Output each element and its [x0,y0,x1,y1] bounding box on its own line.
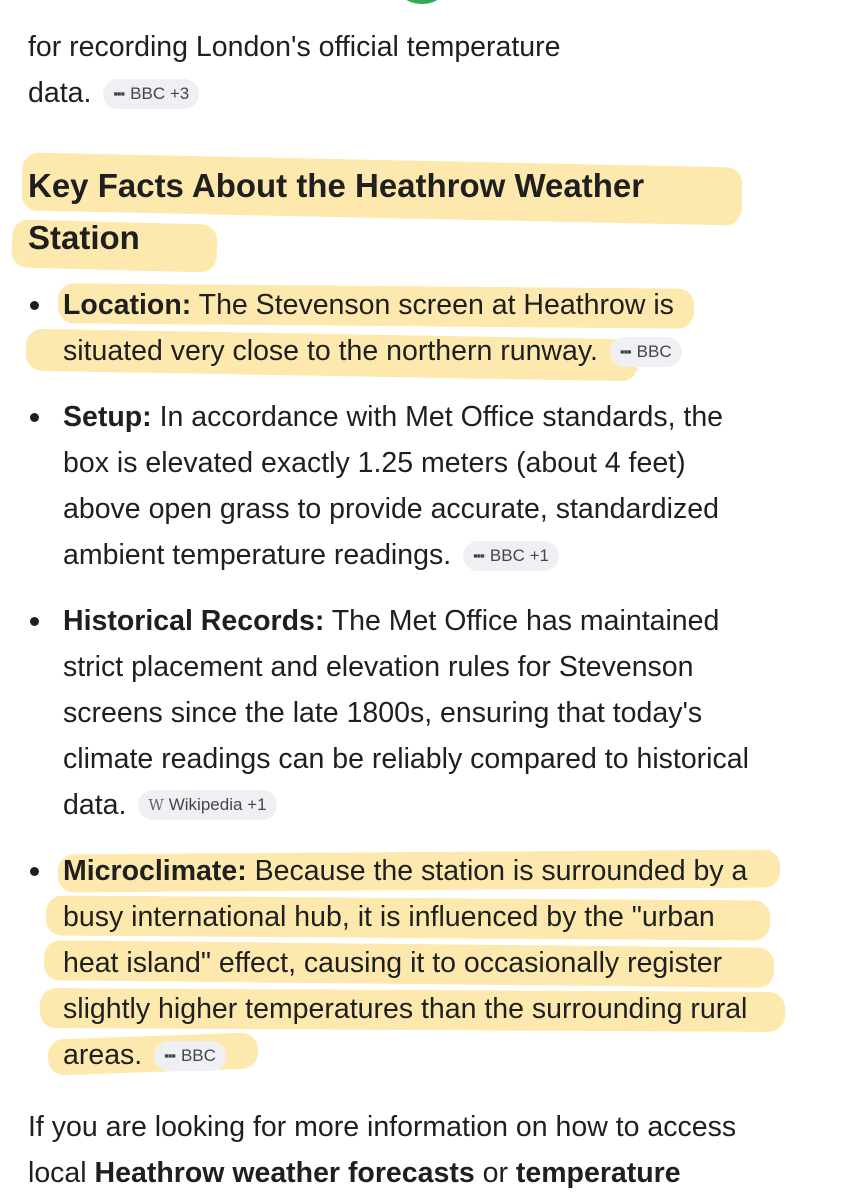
source-chip-label: BBC [180,1046,216,1065]
source-chip-label: BBC +1 [489,546,549,565]
bullet-term: Historical Records: [63,605,325,637]
bullet-line: The Stevenson screen at Heathrow is [198,289,674,321]
bullet-line: busy international hub, it is influenced by the "urban [63,901,715,933]
source-chip-label: BBC +3 [130,84,190,103]
bullet-line: screens since the late 1800s, ensuring that today's [63,697,703,729]
list-item-setup [63,394,723,578]
source-chip-bbc[interactable] [463,541,559,571]
intro-line-2 [28,70,560,116]
source-chip-bbc[interactable] [154,1041,226,1071]
outro-bold-term: Heathrow weather forecasts [94,1157,475,1189]
bullet-line: climate readings can be reliably compared to historical [63,743,749,775]
source-chip-label: BBC [636,342,672,361]
bullet-line: The Met Office has maintained [331,605,720,637]
bullet-term: Setup: [63,401,152,433]
bbc-icon: ▪▪▪ [113,86,125,101]
bullet-line: In accordance with Met Office standards, the [159,401,724,433]
bbc-icon: ▪▪▪ [164,1048,175,1063]
bbc-icon: ▪▪▪ [473,548,484,563]
bullet-marker [30,301,39,310]
top-status-dot [402,0,442,4]
bullet-line: strict placement and elevation rules for Stevenson [63,651,694,683]
heading-line-2: Station [28,219,140,256]
source-chip-bbc[interactable] [610,337,682,367]
intro-line-1: for recording London's official temperature [28,31,561,63]
bullet-line: areas. [63,1039,143,1071]
bullet-line: heat island" effect, causing it to occasionally register [63,947,723,979]
list-item-historical-records [63,598,749,828]
bullet-line: slightly higher temperatures than the surrounding rural [63,993,748,1025]
bullet-line: situated very close to the northern runway. [63,335,598,367]
bullet-line: box is elevated exactly 1.25 meters (about 4 feet) [63,447,686,479]
bullet-marker [30,867,39,876]
bullet-line: Because the station is surrounded by a [254,855,748,887]
bbc-icon: ▪▪▪ [619,344,631,359]
list-item-microclimate [63,848,747,1078]
intro-paragraph [28,24,560,116]
bullet-marker [30,413,39,422]
wikipedia-icon: W [148,796,163,814]
outro-paragraph [28,1104,736,1196]
outro-line-1: If you are looking for more information on how to access [28,1111,737,1143]
intro-line-2-text: data. [28,77,92,109]
source-chip-bbc[interactable] [103,79,199,109]
outro-bold-term: temperature [515,1157,681,1189]
outro-text: or [474,1157,516,1189]
bullet-term: Microclimate: [63,855,247,887]
section-heading [28,160,644,264]
bullet-line: data. [63,789,127,821]
heading-line-1: Key Facts About the Heathrow Weather [28,167,645,204]
source-chip-wikipedia[interactable] [138,790,276,820]
source-chip-label: Wikipedia +1 [168,795,267,814]
bullet-term: Location: [63,289,192,321]
bullet-line: ambient temperature readings. [63,539,452,571]
list-item-location [63,282,682,374]
bullet-marker [30,617,39,626]
outro-text: local [28,1157,95,1189]
bullet-line: above open grass to provide accurate, standardized [63,493,719,525]
outro-line-2 [28,1150,736,1196]
